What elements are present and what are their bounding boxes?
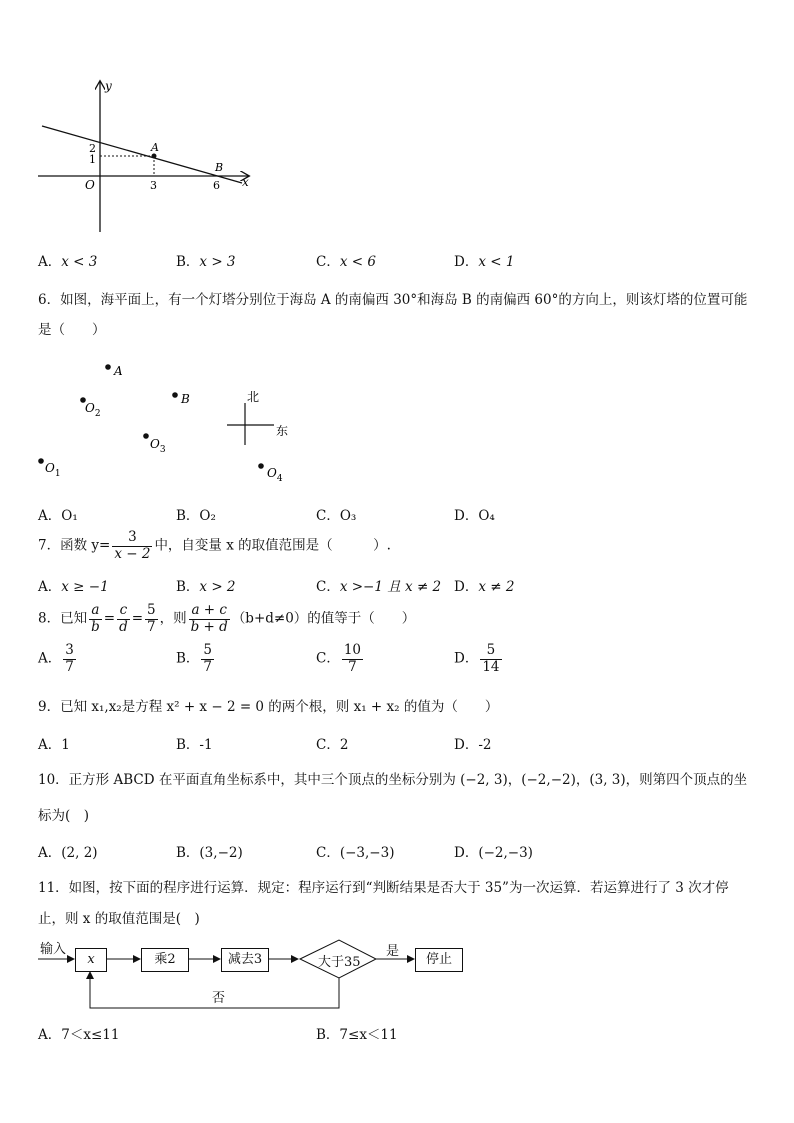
q7-fraction: $\frac{3}{x - 2}$ — [114, 529, 151, 562]
flow-no-label: 否 — [212, 991, 226, 1006]
q10-option-a[interactable]: A．(2, 2) — [38, 845, 98, 861]
q6-stem-line1: 6．如图，海平面上，有一个灯塔分别位于海岛 A 的南偏西 30°和海岛 B 的南偏西 60°的方向上，则该灯塔的位置可能 — [38, 292, 748, 308]
lighthouse-figure — [30, 355, 310, 490]
flow-input-label: 输入 — [40, 942, 67, 957]
q7-stem: 7．函数 y= $\frac{3}{x - 2}$ 中，自变量 x 的取值范围是（ ）. — [38, 529, 391, 562]
q8-option-a[interactable]: A． $\frac{3}{7}$ — [38, 642, 74, 675]
compass-north-label: 北 — [247, 390, 260, 404]
flow-yes-label: 是 — [386, 944, 400, 959]
tick-y-1: 1 — [89, 153, 96, 166]
compass-east-label: 东 — [276, 424, 289, 438]
point-o4-label: $O_4$ — [267, 466, 283, 484]
q9-stem: 9．已知 x₁,x₂是方程 x² + x − 2 = 0 的两个根，则 x₁ + x₂ 的值为（ ） — [38, 699, 499, 715]
point-b-label: B — [215, 161, 224, 174]
q6-option-a[interactable]: A．O₁ — [38, 508, 78, 524]
q11-stem-line1: 11．如图，按下面的程序进行运算．规定：程序运行到“判断结果是否大于 35”为一次运算．若运算进行了 3 次才停 — [38, 880, 729, 896]
q10-option-d[interactable]: D．(−2,−3) — [454, 845, 533, 861]
q7-option-d[interactable]: D．x ≠ 2 — [454, 579, 515, 595]
point-o3-dot — [143, 433, 149, 439]
flowchart-lines — [30, 935, 490, 1015]
q6-stem-line2: 是（ ） — [38, 322, 106, 338]
q9-option-b[interactable]: B．-1 — [176, 737, 213, 753]
function-line — [42, 126, 242, 183]
q6-option-c[interactable]: C．O₃ — [316, 508, 357, 524]
island-a-dot — [105, 364, 111, 370]
point-o2-label: $O_2$ — [85, 401, 101, 419]
island-a-label: A — [114, 364, 123, 378]
point-a-label: A — [151, 141, 159, 154]
q5-option-c[interactable]: C．x < 6 — [316, 254, 376, 270]
flow-condition-label: 大于35 — [318, 955, 361, 970]
q5-option-b[interactable]: B．x > 3 — [176, 254, 236, 270]
q9-option-c[interactable]: C．2 — [316, 737, 349, 753]
q11-option-a[interactable]: A．7＜x≤11 — [38, 1027, 120, 1043]
q9-option-a[interactable]: A．1 — [38, 737, 70, 753]
q9-option-d[interactable]: D．-2 — [454, 737, 492, 753]
q7-option-c[interactable]: C．x >−1 且 x ≠ 2 — [316, 579, 442, 595]
q7-option-b[interactable]: B．x > 2 — [176, 579, 236, 595]
q8-stem: 8．已知 $\frac{a}{b}$ = $\frac{c}{d}$ = $\frac{5}{7}$ ，则 $\frac{a + c}{b + d}$ （b+d≠0）的值等于（ ） — [38, 602, 416, 635]
linear-function-graph — [30, 76, 260, 236]
y-axis-label: y — [105, 79, 112, 93]
tick-y-2: 2 — [89, 142, 96, 155]
q8-option-b[interactable]: B． $\frac{5}{7}$ — [176, 642, 213, 675]
q10-option-c[interactable]: C．(−3,−3) — [316, 845, 395, 861]
x-axis-label: x — [242, 175, 249, 189]
q10-stem-line2: 标为( ) — [38, 808, 90, 824]
q5-option-a[interactable]: A．x < 3 — [38, 254, 98, 270]
tick-x-6: 6 — [213, 179, 220, 192]
q6-option-d[interactable]: D．O₄ — [454, 508, 495, 524]
q8-option-d[interactable]: D． $\frac{5}{14}$ — [454, 642, 500, 675]
flow-multiply-box: 乘2 — [141, 948, 189, 972]
q8-option-c[interactable]: C． $\frac{10}{7}$ — [316, 642, 362, 675]
origin-label: O — [85, 178, 95, 192]
flow-stop-box: 停止 — [415, 948, 463, 972]
point-a-dot — [152, 154, 157, 159]
q6-option-b[interactable]: B．O₂ — [176, 508, 216, 524]
flow-subtract-box: 减去3 — [221, 948, 269, 972]
q10-stem-line1: 10．正方形 ABCD 在平面直角坐标系中，其中三个顶点的坐标分别为 (−2, 3)，(−2,−2)，(3, 3)，则第四个顶点的坐 — [38, 772, 748, 788]
island-b-dot — [172, 392, 178, 398]
island-b-label: B — [181, 392, 190, 406]
q10-option-b[interactable]: B．(3,−2) — [176, 845, 243, 861]
q5-option-d[interactable]: D．x < 1 — [454, 254, 515, 270]
point-o4-dot — [258, 463, 264, 469]
q11-stem-line2: 止，则 x 的取值范围是( ) — [38, 911, 200, 927]
flow-x-box: x — [75, 948, 107, 972]
q7-option-a[interactable]: A．x ≥ −1 — [38, 579, 109, 595]
q11-option-b[interactable]: B．7≤x＜11 — [316, 1027, 398, 1043]
point-o3-label: $O_3$ — [150, 437, 166, 455]
point-o1-dot — [38, 458, 44, 464]
point-o1-label: $O_1$ — [45, 461, 61, 479]
tick-x-3: 3 — [150, 179, 157, 192]
